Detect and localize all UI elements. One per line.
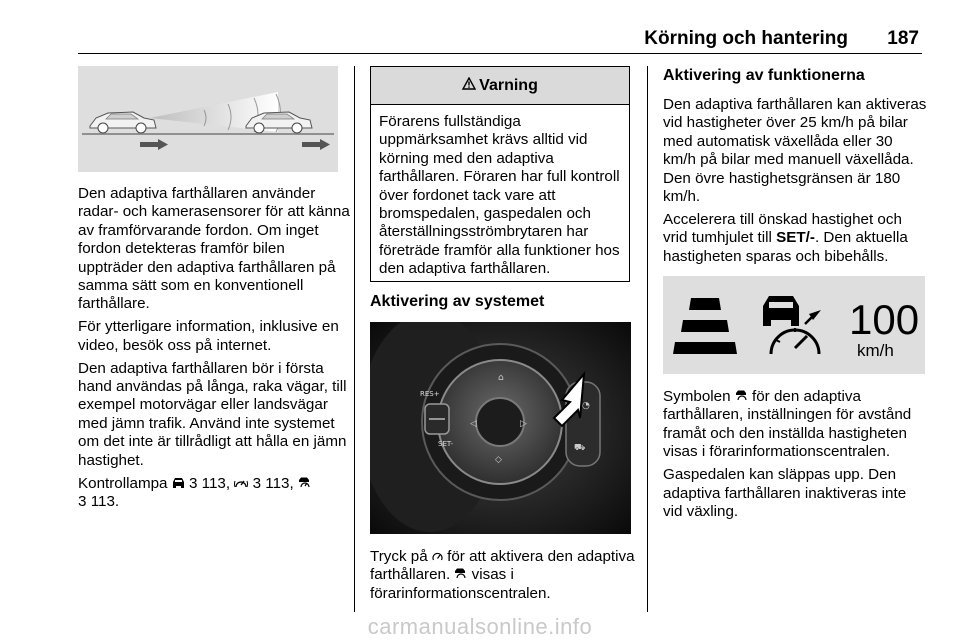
ref-113-a[interactable]: 113, [201,474,231,492]
svg-text:◔: ◔ [582,401,590,411]
symbol-paragraph [663,388,927,462]
caption-shown: visas i förarinformationscentralen. [370,566,551,602]
accelerator-paragraph: Gaspedalen kan släppas upp. Den adaptiva farthållaren inaktiveras inte vid växling. [663,466,907,520]
right-column-text-top [663,96,927,266]
function-activation-heading: Aktivering av funktionerna [663,67,865,84]
following-distance-bars-icon [673,298,737,354]
system-activation-heading: Aktivering av systemet [370,293,545,310]
speed-unit: km/h [857,341,894,360]
adaptive-cruise-icon [298,475,312,493]
column-divider-right [647,66,648,612]
res-plus-label: RES+ [420,390,440,398]
warning-header [371,67,629,105]
symbol-text: Symbolen [663,388,731,405]
radar-illustration [78,66,338,172]
warning-triangle-icon [462,77,476,95]
svg-text:⛟: ⛟ [574,443,586,453]
set-minus-label: SET- [438,440,454,448]
warning-box [370,66,630,282]
set-speed-value: 100 [849,296,920,343]
cluster-display-image [663,276,925,374]
right-column-text-bottom [663,388,927,521]
own-car-icon [90,112,156,133]
direction-arrow-icon [140,139,168,150]
indicator-label: Kontrollampa [78,474,168,492]
activation-speed-paragraph: Den adaptiva farthållaren kan aktiveras vid hastigheter över 25 km/h på bilar med automatisk växellåda eller 30 km/h på bilar med manuell växellåda. Den övre hastighetsgränsen är 180 km/h. [663,96,927,206]
accelerate-text: Accelerera till önskad hastighet och vrid tumhjulet till [663,210,902,247]
ref-arrow: 3 [252,474,262,492]
caption-press: Tryck på [370,548,428,565]
symbol-text-end: för den adaptiva farthållaren, inställningen för avstånd framåt och den inställda hastigheten visas i förarinformationscentralen. [663,388,912,461]
accelerate-text-end: . Den aktuella hastigheten sparas och bibehålls. [663,229,908,265]
left-column-text [78,185,350,511]
svg-text:◇: ◇ [495,455,502,465]
cruise-control-icon [234,475,248,493]
adaptive-cruise-icon [454,566,467,584]
adaptive-cruise-display-icon [763,296,821,354]
vehicle-ahead-icon [172,475,185,493]
header-rule [78,53,922,54]
ref-arrow: 3 [188,474,198,492]
adaptive-cruise-icon [735,388,748,406]
ref-113-b[interactable]: 113, [265,474,294,492]
intro-paragraph: Den adaptiva farthållaren använder radar- och kamerasensorer för att känna av framförvarande fordon. Om inget fordon detekteras framför bilen uppträder den adaptiva farthållaren på samma sätt som en konventionell farthållare. [78,185,350,313]
section-title: Körning och hantering [644,28,848,49]
direction-arrow-icon [302,139,330,150]
warning-text: Förarens fullständiga uppmärksamhet krävs alltid vid körning med den adaptiva farthållaren. Föraren har full kontroll över fordonet tack vare att bromspedalen, gaspedalen och återställningsströmbrytaren har företräde framför alla funktioner hos den adaptiva farthållaren. [379,113,620,278]
footer-watermark[interactable]: carmanualsonline.info [367,614,593,639]
usage-paragraph: Den adaptiva farthållaren bör i första hand användas på långa, raka vägar, till exempel motorvägar eller landsvägar med jämn trafik. Använd inte systemet om det inte är tillrådligt att hålla en jämn hastighet. [78,359,347,469]
page-number: 187 [887,28,919,49]
caption-activate: för att aktivera den adaptiva farthållaren. [370,548,635,584]
middle-caption [370,548,638,603]
indicator-paragraph [78,475,350,512]
set-minus-term: SET/- [776,229,815,247]
steering-wheel-controls-image [370,322,631,534]
ref-arrow: 3 [78,493,87,510]
info-paragraph: För ytterligare information, inklusive en video, besök oss på internet. [78,318,339,354]
column-divider-left [354,66,355,612]
svg-text:▷: ▷ [520,419,527,429]
accelerate-paragraph [663,211,927,266]
ref-113-c[interactable]: 113. [90,493,120,510]
svg-text:◁: ◁ [470,419,477,429]
cruise-control-icon [432,548,443,566]
warning-title: Varning [479,76,538,94]
svg-text:⌂: ⌂ [498,373,504,383]
